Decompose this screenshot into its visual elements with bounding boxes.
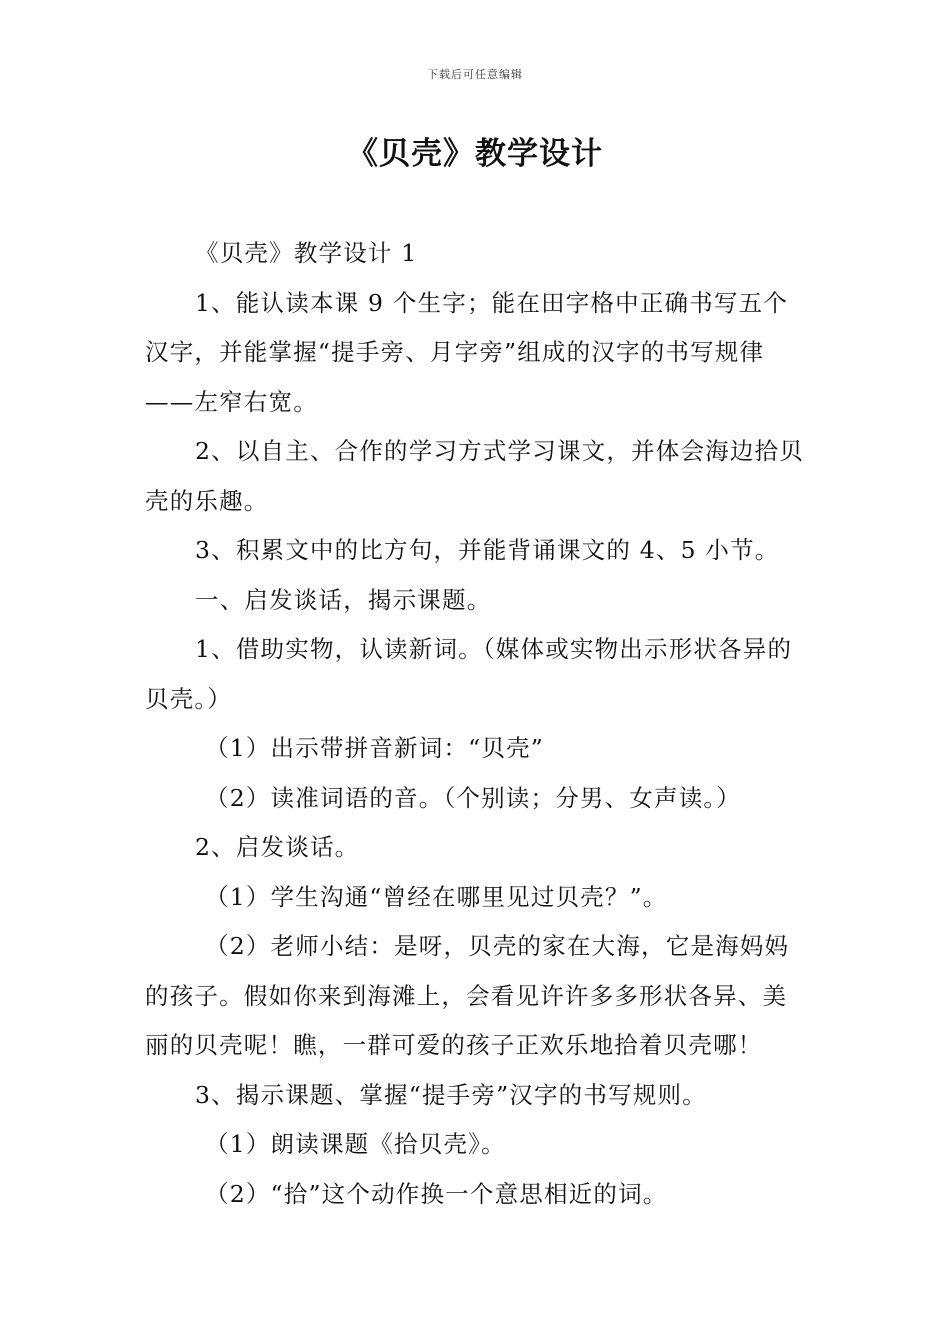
document-title: 《贝壳》教学设计 (347, 136, 603, 172)
paragraph-substep: （2）读准词语的音。（个别读；分男、女声读。） (205, 783, 742, 812)
paragraph-substep: （1）出示带拼音新词：“贝壳” (205, 734, 544, 762)
paragraph-subtitle: 《贝壳》教学设计 1 (195, 239, 418, 267)
paragraph-substep: （1）朗读课题《拾贝壳》。 (205, 1130, 506, 1158)
document-body (145, 229, 810, 1219)
paragraph-objective-2: 2、以自主、合作的学习方式学习课文，并体会海边拾贝壳的乐趣。 (145, 437, 804, 515)
paragraph-substep: （2）“拾”这个动作换一个意思相近的词。 (205, 1179, 668, 1208)
paragraph-substep: （1）学生沟通“曾经在哪里见过贝壳？”。 (205, 882, 668, 911)
paragraph-objective-1: 1、能认读本课 9 个生字；能在田字格中正确书写五个汉字，并能掌握“提手旁、月字旁”组成的汉字的书写规律——左窄右宽。 (145, 288, 789, 416)
paragraph-objective-3: 3、积累文中的比方句，并能背诵课文的 4、5 小节。 (195, 536, 780, 564)
paragraph-substep: （2）老师小结：是呀，贝壳的家在大海，它是海妈妈的孩子。假如你来到海滩上，会看见许许多多形状各异、美丽的贝壳呢！瞧，一群可爱的孩子正欢乐地拾着贝壳哪！ (145, 932, 790, 1059)
header-note: 下载后可任意编辑 (427, 68, 523, 81)
section-heading-1: 一、启发谈话，揭示课题。 (195, 585, 492, 614)
paragraph-step-3: 3、揭示课题、掌握“提手旁”汉字的书写规则。 (195, 1080, 707, 1109)
paragraph-step-2: 2、启发谈话。 (195, 833, 360, 861)
paragraph-step-1: 1、借助实物，认读新词。（媒体或实物出示形状各异的贝壳。） (145, 635, 793, 713)
